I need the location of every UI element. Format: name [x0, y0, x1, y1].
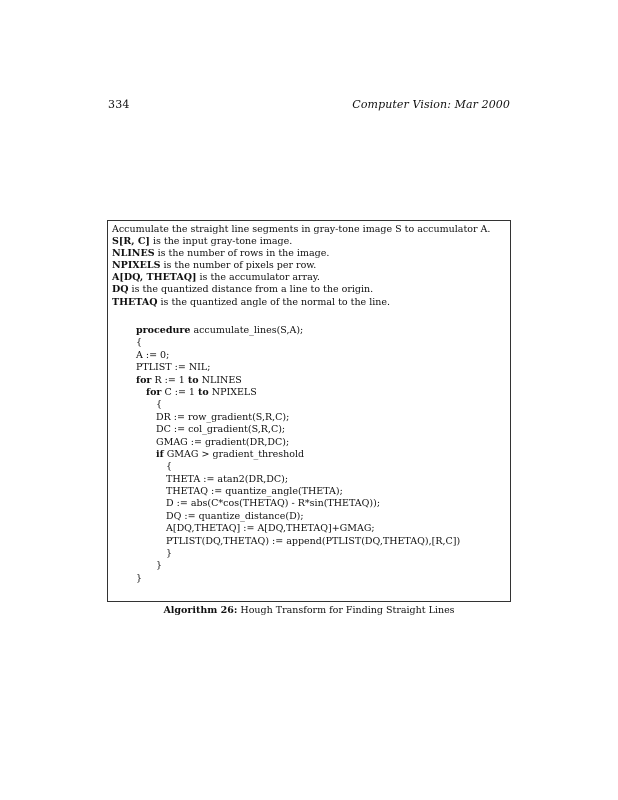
- description-text: is the accumulator array.: [196, 272, 320, 284]
- description-text: is the number of pixels per row.: [160, 260, 317, 272]
- code-text: R := 1: [151, 374, 188, 386]
- code-keyword: to: [198, 386, 209, 398]
- code-text: THETA := atan2(DR,DC);: [166, 473, 289, 485]
- code-text: NPIXELS: [208, 386, 257, 398]
- code-line: [136, 536, 460, 548]
- code-text: {: [166, 461, 173, 473]
- code-line: [136, 387, 460, 399]
- code-keyword: to: [187, 374, 199, 386]
- code-text: A[DQ,THETAQ] := A[DQ,THETAQ]+GMAG;: [166, 523, 375, 535]
- description-line: [112, 248, 490, 260]
- description-text: is the quantized angle of the normal to the line.: [157, 296, 391, 308]
- code-keyword: if: [156, 448, 164, 460]
- code-text: accumulate_lines(S,A);: [190, 325, 304, 336]
- code-text: PTLIST(DQ,THETAQ) := append(PTLIST(DQ,THETAQ),[R,C]): [166, 535, 461, 547]
- description-term: A[DQ, THETAQ]: [112, 272, 197, 284]
- description-term: DQ: [112, 284, 129, 296]
- code-line: [136, 560, 460, 572]
- description-line: [112, 297, 490, 309]
- code-text: {: [156, 399, 163, 411]
- description-text: is the input gray-tone image.: [149, 236, 293, 248]
- code-line: [136, 498, 460, 510]
- algorithm-code: [136, 325, 460, 585]
- code-line: [136, 424, 460, 436]
- code-line: [136, 375, 460, 387]
- code-line: [136, 461, 460, 473]
- code-line: [136, 474, 460, 486]
- code-line: [136, 337, 460, 349]
- code-text: }: [156, 560, 163, 572]
- code-text: }: [166, 548, 173, 560]
- code-line: [136, 511, 460, 523]
- description-term: S[R, C]: [112, 236, 150, 248]
- page-number: 334: [108, 98, 130, 111]
- code-text: D := abs(C*cos(THETAQ) - R*sin(THETAQ));: [166, 498, 381, 510]
- code-text: A := 0;: [136, 349, 170, 361]
- code-line: [136, 325, 460, 337]
- code-line: [136, 437, 460, 449]
- code-line: [136, 350, 460, 362]
- code-keyword: for: [136, 374, 152, 386]
- description-line: [112, 224, 490, 236]
- code-keyword: procedure: [136, 325, 191, 336]
- description-term: THETAQ: [112, 296, 158, 308]
- description-line: [112, 236, 490, 248]
- description-line: [112, 284, 490, 296]
- code-keyword: for: [146, 386, 162, 398]
- code-text: DR := row_gradient(S,R,C);: [156, 411, 290, 423]
- description-text: Accumulate the straight line segments in gray-tone image S to accumulator A.: [112, 224, 491, 235]
- code-line: [136, 486, 460, 498]
- description-line: [112, 260, 490, 272]
- algorithm-description: [112, 224, 490, 309]
- description-text: is the quantized distance from a line to the origin.: [128, 284, 374, 296]
- code-line: [136, 523, 460, 535]
- description-term: NPIXELS: [112, 260, 161, 272]
- description-text: is the number of rows in the image.: [154, 248, 330, 260]
- code-line: [136, 412, 460, 424]
- caption-label: Algorithm 26:: [163, 605, 238, 616]
- code-text: DC := col_gradient(S,R,C);: [156, 424, 286, 436]
- code-text: }: [136, 572, 143, 584]
- algorithm-box: [107, 220, 511, 602]
- description-line: [112, 272, 490, 284]
- code-text: NLINES: [198, 374, 242, 386]
- code-line: [136, 449, 460, 461]
- code-text: DQ := quantize_distance(D);: [166, 510, 304, 522]
- running-head: Computer Vision: Mar 2000: [352, 98, 510, 111]
- algorithm-caption: [0, 605, 618, 616]
- code-text: PTLIST := NIL;: [136, 362, 211, 374]
- code-line: [136, 362, 460, 374]
- code-line: [136, 573, 460, 585]
- code-text: THETAQ := quantize_angle(THETA);: [166, 486, 343, 498]
- code-text: {: [136, 337, 143, 349]
- caption-text: Hough Transform for Finding Straight Lines: [237, 605, 455, 616]
- code-line: [136, 399, 460, 411]
- code-text: C := 1: [161, 386, 198, 398]
- code-text: GMAG := gradient(DR,DC);: [156, 436, 290, 448]
- description-term: NLINES: [112, 248, 155, 260]
- code-line: [136, 548, 460, 560]
- code-text: GMAG > gradient_threshold: [163, 448, 305, 460]
